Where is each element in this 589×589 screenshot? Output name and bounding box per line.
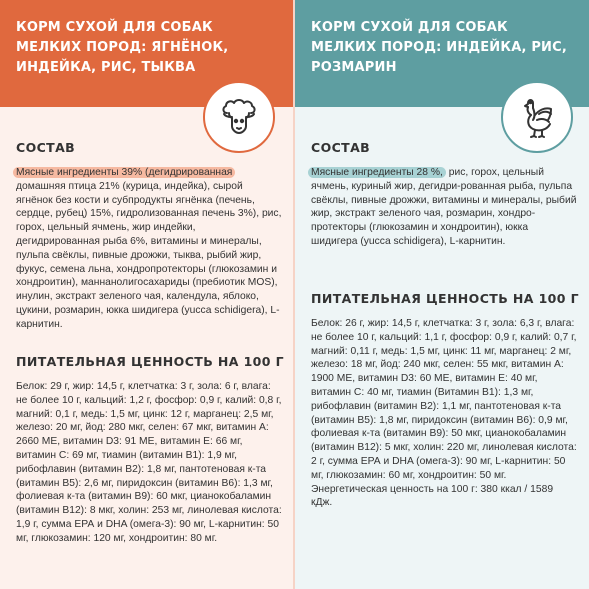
left-composition-text bbox=[16, 166, 282, 332]
sheep-icon bbox=[217, 93, 261, 141]
right-nutrition-text: Белок: 26 г, жир: 14,5 г, клетчатка: 3 г, зола: 6,3 г, влага: не более 10 г, кальций: 1,1 г, фосфор: 0,9 г, калий: 0,7 г, магний: 0,11 г, медь: 1,5 мг, цинк: 11 мг, марганец: 2 мг, железо: 18 мг, йод: 240 мкг, селен: 55 мкг, витамин А: 1900 МЕ, витамин D3: 60 МЕ, витамин Е: 40 мг, витамин С: 40 мг, тиамин (Витамин В1): 1,3 мг, рибофлавин (витамин В2): 1,1 мг, пантотеновая к-та (витамин В5): 1,8 мг, пиридоксин (витамин В6): 0,9 мг, фолиевая к-та (витамин В9): 50 мкг, цианокобаламин (витамин В12): 5 мкг, холин: 220 мг, линолевая кислота: 2 г, сумма ЕРА и DHA (омега-3): 90 мг, L-карнитин: 50 мг, глюкозамин: 60 мг, хондроитин: 50 мг. Энергетическая ценность на 100 г: 380 ккал / 1589 кДж. bbox=[311, 318, 577, 509]
left-icon-badge bbox=[203, 81, 275, 153]
right-composition-heading: СОСТАВ bbox=[311, 140, 371, 155]
left-nutrition-heading: ПИТАТЕЛЬНАЯ ЦЕННОСТЬ НА 100 Г bbox=[16, 354, 284, 369]
turkey-icon bbox=[515, 93, 559, 141]
right-product-column bbox=[295, 0, 589, 589]
left-product-title: КОРМ СУХОЙ ДЛЯ СОБАК МЕЛКИХ ПОРОД: ЯГНЁНОК, ИНДЕЙКА, РИС, ТЫКВА bbox=[16, 20, 229, 75]
right-icon-badge bbox=[501, 81, 573, 153]
left-meat-highlight: Мясные ингредиенты 39% (дегидрированная bbox=[13, 167, 235, 178]
right-meat-highlight: Мясные ингредиенты 28 %, bbox=[308, 167, 446, 178]
left-product-column bbox=[0, 0, 294, 589]
left-composition-heading: СОСТАВ bbox=[16, 140, 76, 155]
right-nutrition-heading: ПИТАТЕЛЬНАЯ ЦЕННОСТЬ НА 100 Г bbox=[311, 291, 579, 306]
right-composition-rest: рис, горох, цельный ячмень, куриный жир, дегидри-рованная рыба, пульпа свёклы, пивные дрожжи, витамины и минералы, рыбий жир, экстракт зеленого чая, розмарин, хондро-протекторы (глюкозамин и хондроитин), юкка шидигера (yucca schidigera), L-карнитин. bbox=[311, 167, 577, 247]
right-composition-text bbox=[311, 166, 577, 249]
left-composition-rest: домашняя птица 21% (курица, индейка), сырой ягнёнок без кости и субпродукты ягнёнка (печень, сердце, рубец) 15%, гидролизованная печень 3%), рис, горох, цельный ячмень, жир индейки, дегидрированная рыба 6%, витамины и минералы, пульпа свёклы, пивные дрожжи, тыква, рыбий жир, фукус, семена льна, хондропротекторы (глюкозамин и хондроитин), маннанолигосахариды (пребиотик MOS), инулин, экстракт зеленого чая, календула, яблоко, цукини, розмарин, юкка шидигера (yucca schidigera), L-карнитин. bbox=[16, 180, 282, 330]
left-nutrition-text: Белок: 29 г, жир: 14,5 г, клетчатка: 3 г, зола: 6 г, влага: не более 10 г, кальций: 1,2 г, фосфор: 0,9 г, калий: 0,8 г, магний: 0,1 г, медь: 1,5 мг, цинк: 12 г, марганец: 2,5 мг, железо: 20 мг, йод: 280 мкг, селен: 67 мкг, витамин А: 2660 МЕ, витамин D3: 91 МЕ, витамин Е: 66 мг, витамин С: 69 мг, тиамин (витамин В1): 1,9 мг, рибофлавин (витамин В2): 1,8 мг, пантотеновая к-та (витамин В5): 2,6 мг, пиридоксин (витамин В6): 1,3 мг, фолиевая к-та (витамин В9): 60 мкг, цианокобаламин (витамин В12): 8 мкг, холин: 253 мг, линолевая кислота: 1,9 г, сумма ЕРА и DHA (омега-3): 90 мг, L-карнитин: 50 мг, глюкозамин: 120 мг, хондроитин: 80 мг. bbox=[16, 381, 282, 544]
right-product-title: КОРМ СУХОЙ ДЛЯ СОБАК МЕЛКИХ ПОРОД: ИНДЕЙКА, РИС, РОЗМАРИН bbox=[311, 20, 568, 75]
